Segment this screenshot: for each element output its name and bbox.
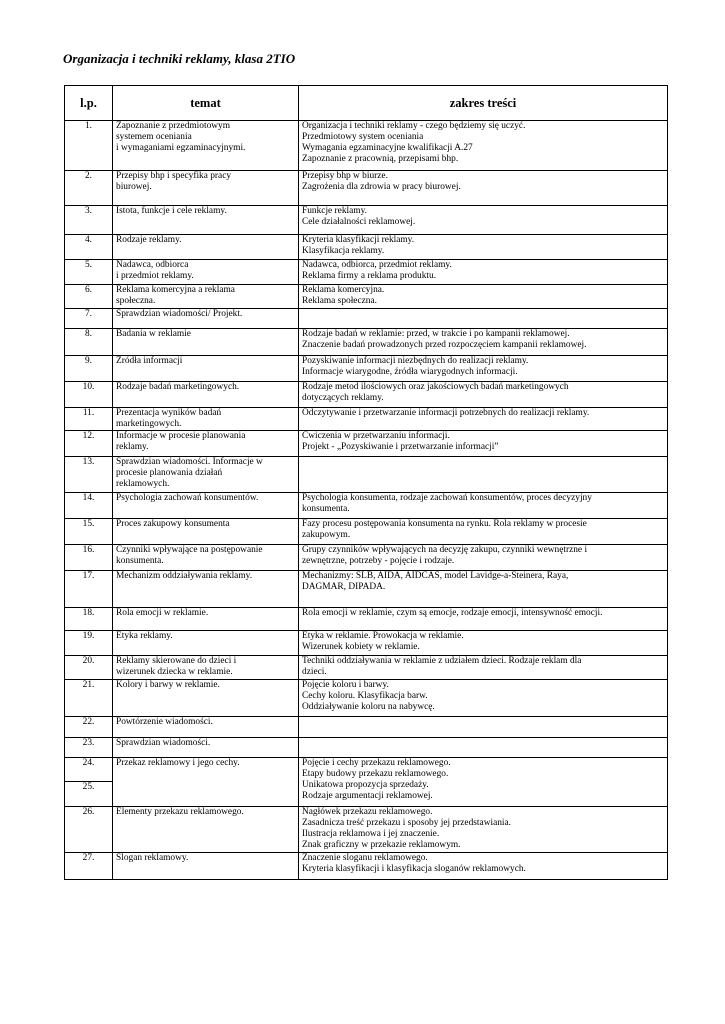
scope-line: Organizacja i techniki reklamy - czego będziemy się uczyć. [302,121,526,131]
topic-line: społeczna. [116,296,156,306]
scope-cell [299,631,668,656]
topic-line: wizerunek dziecka w reklamie. [116,667,233,677]
scope-line: Rodzaje metod ilościowych oraz jakościowych badań marketingowych [302,382,569,392]
table-row [65,235,668,260]
scope-cell [299,309,668,329]
topic-line: Etyka reklamy. [116,631,173,641]
scope-cell [299,457,668,493]
header-lp: l.p. [65,86,113,121]
scope-cell [299,738,668,758]
topic-cell [113,717,299,738]
topic-line: Istota, funkcje i cele reklamy. [116,206,227,216]
table-row [65,431,668,457]
table-row [65,382,668,408]
topic-line: Psychologia zachowań konsumentów. [116,493,259,503]
row-number: 1. [65,121,113,171]
table-row [65,545,668,571]
table-row [65,329,668,356]
scope-line: Przepisy bhp w biurze. [302,171,388,181]
scope-line: Rodzaje badań w reklamie: przed, w trakcie i po kampanii reklamowej. [302,329,570,339]
row-number: 11. [65,408,113,431]
topic-cell [113,382,299,408]
topic-line: i wymaganiami egzaminacyjnymi. [116,143,246,153]
topic-line: konsumenta. [116,556,164,566]
topic-cell [113,356,299,382]
scope-line: Cechy koloru. Klasyfikacja barw. [302,691,428,701]
scope-line: Zasadnicza treść przekazu i sposoby jej przedstawiania. [302,818,512,828]
scope-line: Ćwiczenia w przetwarzaniu informacji. [302,431,450,441]
topic-cell [113,656,299,680]
topic-line: procesie planowania działań [116,468,223,478]
topic-line: Slogan reklamowy. [116,853,189,863]
scope-line: Klasyfikacja reklamy. [302,246,385,256]
topic-cell [113,171,299,206]
scope-line: Informacje wiarygodne, źródła wiarygodnych informacji. [302,367,518,377]
header-zakres: zakres treści [299,86,668,121]
scope-line: Znaczenie sloganu reklamowego. [302,853,428,863]
row-number: 16. [65,545,113,571]
topic-cell [113,457,299,493]
table-row [65,356,668,382]
document-title: Organizacja i techniki reklamy, klasa 2TIO [63,51,296,66]
topic-line: systemem oceniania [116,132,192,142]
topic-line: Rodzaje reklamy. [116,235,182,245]
scope-line: Rola emocji w reklamie, czym są emocje, rodzaje emocji, intensywność emocji. [302,608,603,618]
topic-line: Prezentacja wyników badań [116,408,222,418]
scope-line: Projekt - „Pozyskiwanie i przetwarzanie informacji” [302,442,499,452]
scope-line: Kryteria klasyfikacji reklamy. [302,235,415,245]
topic-line: Reklamy skierowane do dzieci i [116,656,237,666]
scope-cell [299,206,668,235]
scope-cell [299,260,668,285]
scope-line: Ilustracja reklamowa i jej znaczenie. [302,829,440,839]
table-row [65,608,668,631]
topic-line: Kolory i barwy w reklamie. [116,680,220,690]
scope-line: konsumenta. [302,504,350,514]
scope-cell [299,285,668,309]
scope-line: Przedmiotowy system oceniania [302,132,424,142]
scope-line: Wymagania egzaminacyjne kwalifikacji A.27 [302,143,473,153]
scope-line: Rodzaje argumentacji reklamowej. [302,791,433,801]
row-number: 12. [65,431,113,457]
row-number: 13. [65,457,113,493]
scope-line: Techniki oddziaływania w reklamie z udziałem dzieci. Rodzaje reklam dla [302,656,582,666]
topic-cell [113,807,299,853]
table-row [65,571,668,608]
table-row [65,206,668,235]
scope-line: Mechanizmy: SLB, AIDA, AIDCAS, model Lavidge-a-Steinera, Raya, [302,571,569,581]
scope-line: Reklama firmy a reklama produktu. [302,271,437,281]
scope-line: Oddziaływanie koloru na nabywcę. [302,702,435,712]
scope-line: Reklama społeczna. [302,296,377,306]
scope-line: zewnętrzne, potrzeby - pojęcie i rodzaje. [302,556,455,566]
topic-cell [113,631,299,656]
row-number: 23. [65,738,113,758]
table-row [65,758,668,782]
scope-line: Cele działalności reklamowej. [302,217,416,227]
scope-line: Grupy czynników wpływających na decyzję zakupu, czynniki wewnętrzne i [302,545,588,555]
row-number: 6. [65,285,113,309]
topic-line: Nadawca, odbiorca [116,260,189,270]
topic-line: Rola emocji w reklamie. [116,608,209,618]
table-row [65,656,668,680]
topic-cell [113,260,299,285]
row-number: 2. [65,171,113,206]
row-number: 18. [65,608,113,631]
table-row [65,493,668,519]
table-row [65,457,668,493]
scope-cell [299,717,668,738]
row-number: 7. [65,309,113,329]
scope-line: Wizerunek kobiety w reklamie. [302,642,420,652]
topic-cell [113,519,299,545]
row-number: 15. [65,519,113,545]
table-row [65,408,668,431]
scope-line: Znak graficzny w przekazie reklamowym. [302,840,461,850]
topic-line: biurowej. [116,182,152,192]
scope-cell [299,171,668,206]
topic-line: Sprawdzian wiadomości. Informacje w [116,457,263,467]
scope-cell [299,853,668,880]
topic-cell [113,329,299,356]
topic-line: Przepisy bhp i specyfika pracy [116,171,232,181]
table-row [65,285,668,309]
scope-cell [299,608,668,631]
topic-line: Reklama komercyjna a reklama [116,285,235,295]
scope-cell [299,656,668,680]
topic-cell [113,408,299,431]
topic-line: Powtórzenie wiadomości. [116,717,213,727]
scope-line: Unikatowa propozycja sprzedaży. [302,780,429,790]
scope-line: Fazy procesu postępowania konsumenta na rynku. Rola reklamy w procesie [302,519,587,529]
table-row [65,853,668,880]
scope-cell [299,493,668,519]
topic-cell [113,680,299,717]
scope-line: Etyka w reklamie. Prowokacja w reklamie. [302,631,464,641]
scope-cell [299,382,668,408]
topic-line: Elementy przekazu reklamowego. [116,807,244,817]
topic-cell [113,309,299,329]
row-number: 4. [65,235,113,260]
table-row [65,807,668,853]
row-number: 14. [65,493,113,519]
row-number: 17. [65,571,113,608]
topic-line: Sprawdzian wiadomości. [116,738,211,748]
row-number: 24. [65,758,113,782]
curriculum-table [64,85,668,880]
scope-cell [299,408,668,431]
scope-line: Odczytywanie i przetwarzanie informacji potrzebnych do realizacji reklamy. [302,408,590,418]
topic-cell [113,608,299,631]
table-row [65,680,668,717]
scope-line: Pozyskiwanie informacji niezbędnych do realizacji reklamy. [302,356,529,366]
scope-cell [299,519,668,545]
table-row [65,738,668,758]
row-number: 3. [65,206,113,235]
scope-cell [299,329,668,356]
table-row [65,717,668,738]
scope-line: DAGMAR, DIPADA. [302,582,386,592]
scope-line: Psychologia konsumenta, rodzaje zachowań konsumentów, proces decyzyjny [302,493,592,503]
table-row [65,260,668,285]
scope-line: Funkcje reklamy. [302,206,367,216]
scope-line: dotyczących reklamy. [302,393,384,403]
scope-cell [299,758,668,807]
topic-cell [113,758,299,807]
topic-line: Sprawdzian wiadomości/ Projekt. [116,309,243,319]
row-number: 20. [65,656,113,680]
scope-line: Pojęcie koloru i barwy. [302,680,389,690]
scope-cell [299,680,668,717]
table-body [65,121,668,880]
scope-line: Reklama komercyjna. [302,285,385,295]
scope-line: dzieci. [302,667,327,677]
topic-line: reklamy. [116,442,149,452]
scope-cell [299,431,668,457]
scope-cell [299,807,668,853]
scope-cell [299,121,668,171]
topic-cell [113,493,299,519]
topic-cell [113,121,299,171]
table-header-row [65,86,668,121]
topic-cell [113,545,299,571]
scope-line: Etapy budowy przekazu reklamowego. [302,769,449,779]
header-temat: temat [113,86,299,121]
topic-line: Rodzaje badań marketingowych. [116,382,240,392]
scope-cell [299,235,668,260]
row-number: 9. [65,356,113,382]
topic-line: Mechanizm oddziaływania reklamy. [116,571,253,581]
scope-line: Nagłówek przekazu reklamowego. [302,807,433,817]
topic-cell [113,853,299,880]
scope-cell [299,571,668,608]
scope-cell [299,356,668,382]
topic-line: i przedmiot reklamy. [116,271,194,281]
topic-line: Zapoznanie z przedmiotowym [116,121,231,131]
scope-line: Kryteria klasyfikacji i klasyfikacja sloganów reklamowych. [302,864,526,874]
topic-cell [113,235,299,260]
topic-line: Badania w reklamie [116,329,191,339]
table-row [65,519,668,545]
scope-cell [299,545,668,571]
scope-line: Nadawca, odbiorca, przedmiot reklamy. [302,260,452,270]
topic-cell [113,206,299,235]
table-row [65,631,668,656]
scope-line: Pojęcie i cechy przekazu reklamowego. [302,758,451,768]
scope-line: zakupowym. [302,530,351,540]
topic-cell [113,738,299,758]
topic-cell [113,285,299,309]
topic-line: Czynniki wpływające na postępowanie [116,545,263,555]
row-number: 25. [65,782,113,807]
row-number: 8. [65,329,113,356]
topic-line: Przekaz reklamowy i jego cechy. [116,758,240,768]
topic-line: Źródła informacji [116,356,183,366]
scope-line: Znaczenie badań prowadzonych przed rozpoczęciem kampanii reklamowej. [302,340,587,350]
row-number: 21. [65,680,113,717]
table-row [65,171,668,206]
row-number: 10. [65,382,113,408]
topic-cell [113,431,299,457]
topic-line: marketingowych. [116,419,182,429]
scope-line: Zapoznanie z pracownią, przepisami bhp. [302,154,459,164]
scope-line: Zagrożenia dla zdrowia w pracy biurowej. [302,182,461,192]
topic-line: Informacje w procesie planowania [116,431,246,441]
topic-cell [113,571,299,608]
topic-line: Proces zakupowy konsumenta [116,519,230,529]
table-row [65,121,668,171]
row-number: 27. [65,853,113,880]
table-row [65,309,668,329]
row-number: 26. [65,807,113,853]
topic-line: reklamowych. [116,479,170,489]
row-number: 19. [65,631,113,656]
row-number: 5. [65,260,113,285]
row-number: 22. [65,717,113,738]
